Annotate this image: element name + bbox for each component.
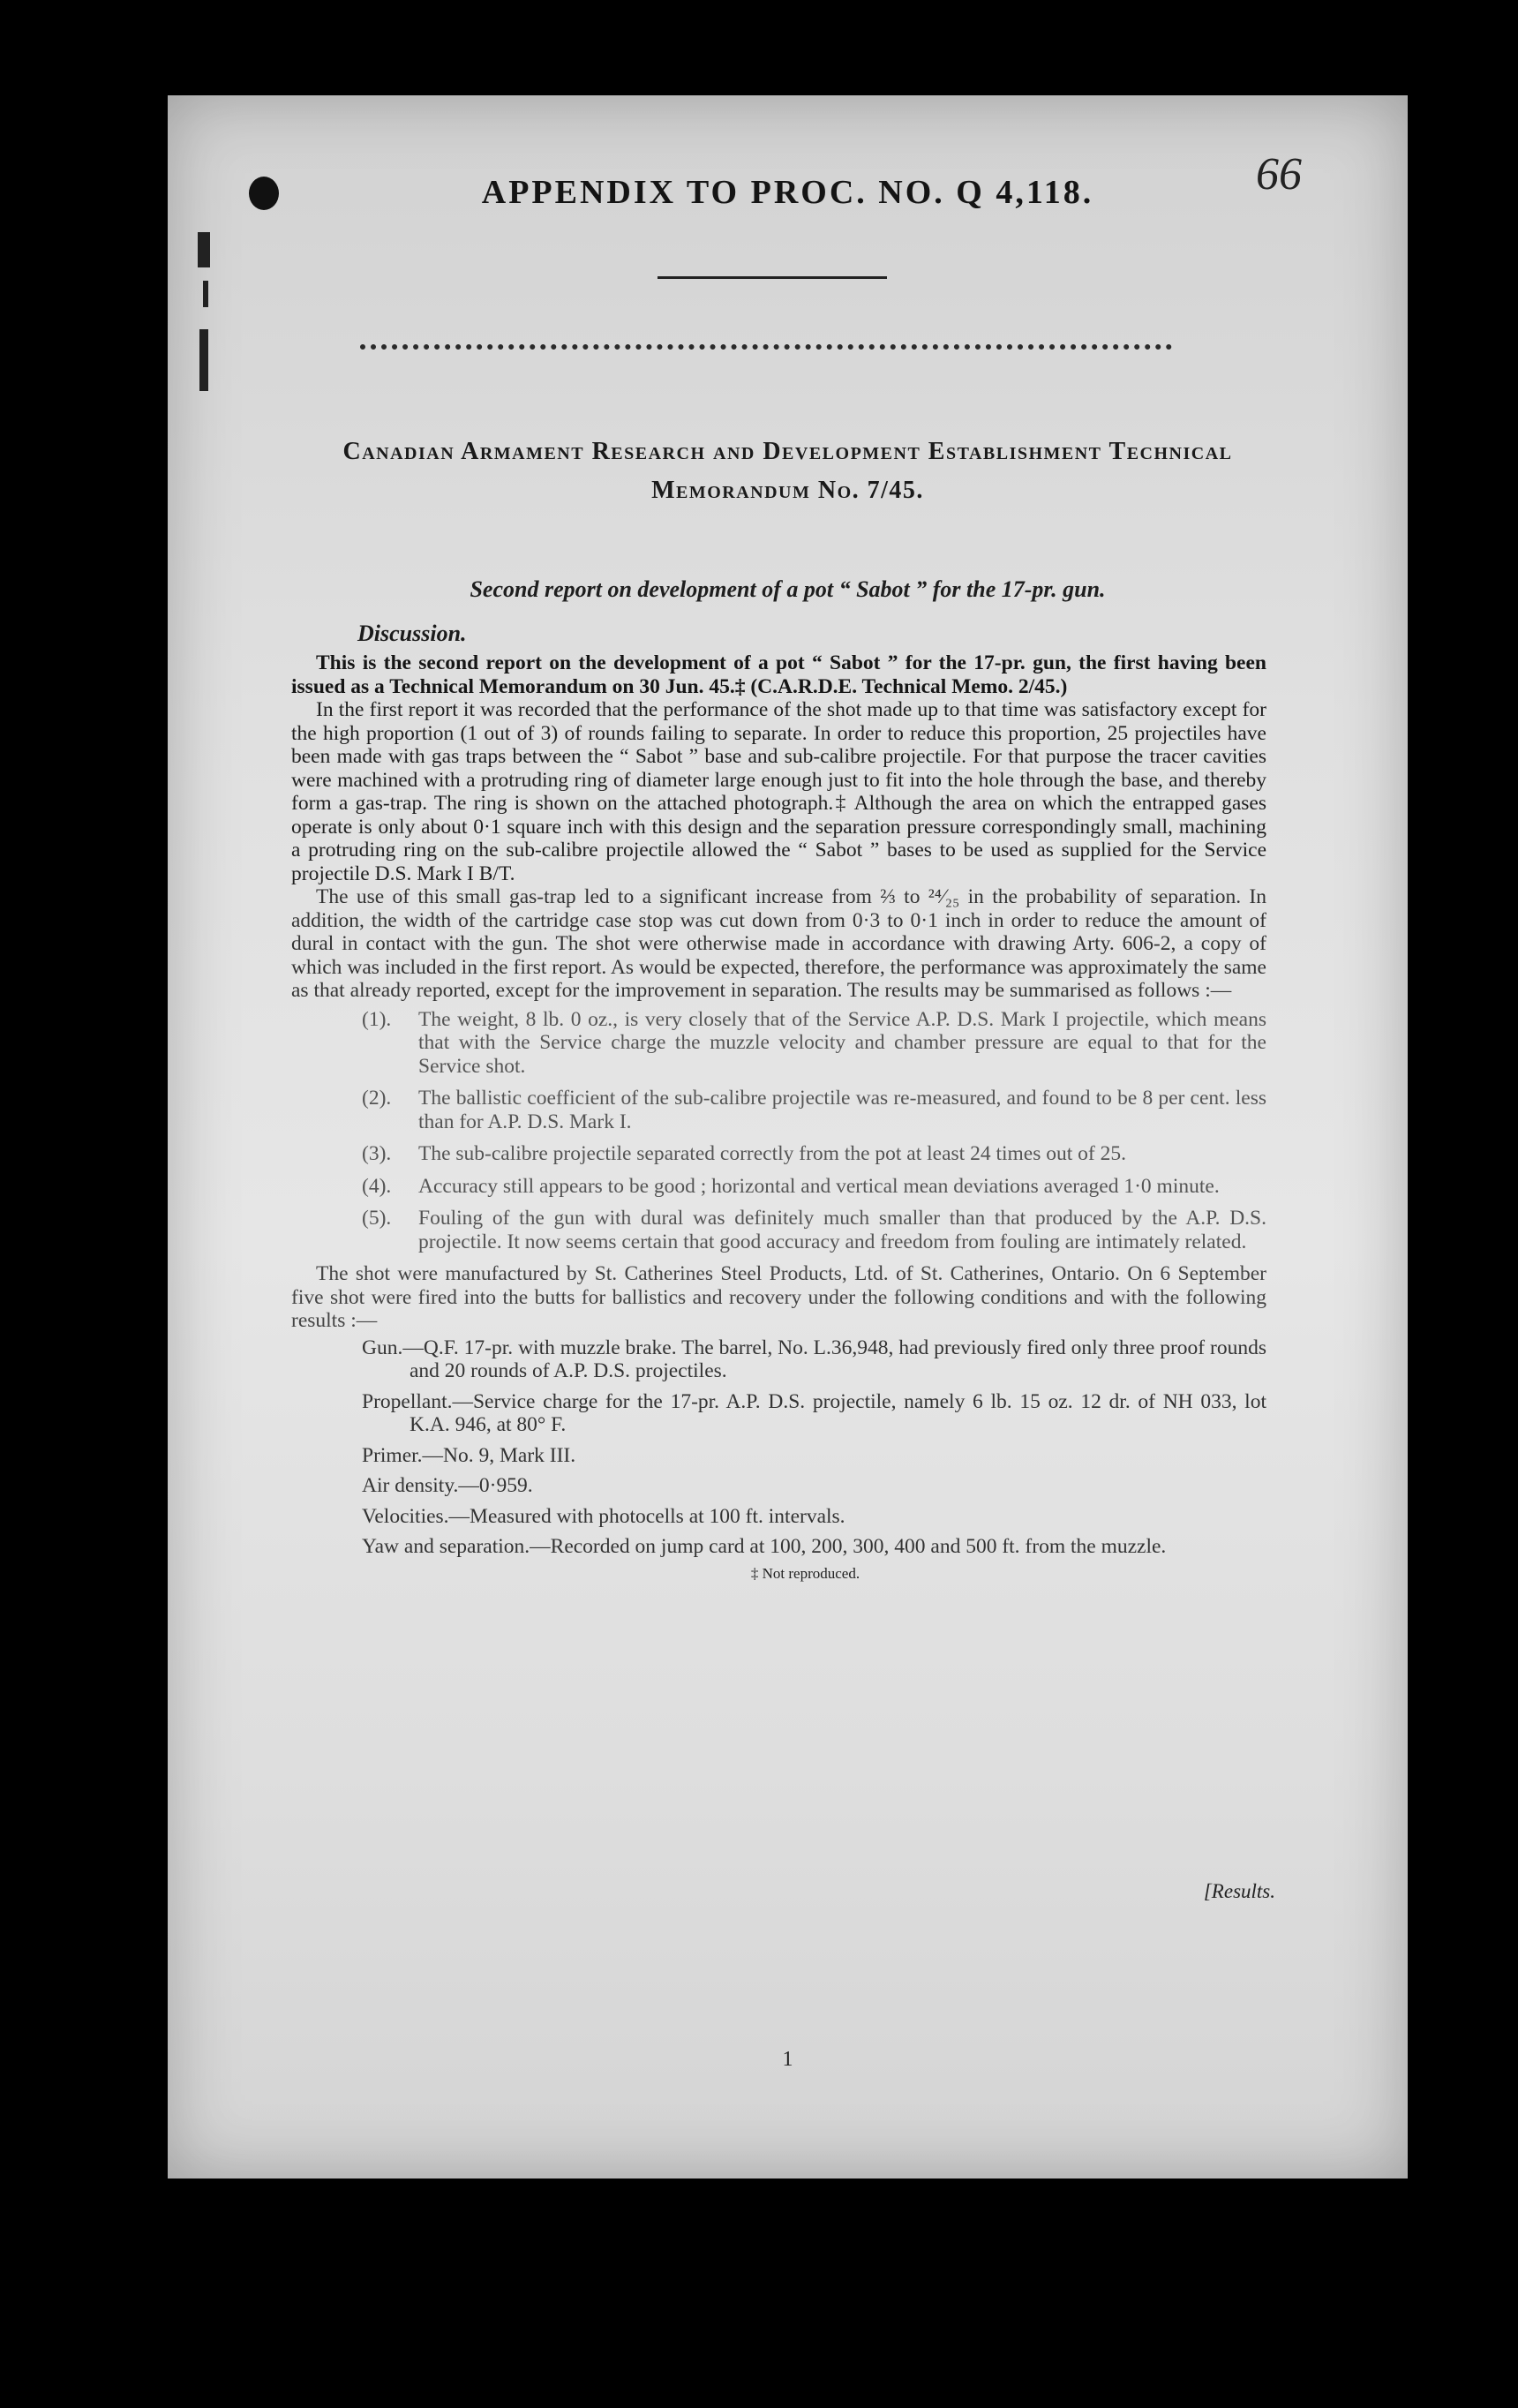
list-item — [362, 1142, 1266, 1166]
test-conditions — [362, 1336, 1266, 1559]
paragraph: The shot were manufactured by St. Catherines Steel Products, Ltd. of St. Catherines, Ontario. On 6 September five shot were fired into the butts for ballistics and recovery under the following conditions and with the following results :— — [291, 1262, 1266, 1332]
document-body — [291, 651, 1266, 1585]
margin-mark — [203, 281, 208, 307]
paragraph: The use of this small gas-trap led to a significant increase from ⅔ to ²⁴⁄₂₅ in the probability of separation. In addition, the width of the cartridge case stop was cut down from 0·3 to 0·1 inch in order to reduce the amount of dural in contact with the gun. The shot were otherwise made in accordance with drawing Arty. 606-2, a copy of which was included in the first report. As would be expected, therefore, the performance was approximately the same as that already reported, except for the improvement in separation. The results may be summarised as follows :— — [291, 885, 1266, 1002]
paragraph: In the first report it was recorded that the performance of the shot made up to that time was satisfactory except for the high proportion (1 out of 3) of rounds failing to separate. In order to reduce this proportion, 25 projectiles have been made with gas traps between the “ Sabot ” base and sub-calibre projectile. For that purpose the tracer cavities were machined with a protruding ring of diameter large enough just to fit into the hole through the base, and thereby form a gas-trap. The ring is shown on the attached photograph.‡ Although the area on which the entrapped gases operate is only about 0·1 square inch with this design and the separation pressure correspondingly small, machining a protruding ring on the sub-calibre projectile allowed the “ Sabot ” bases to be used as supplied for the Service projectile D.S. Mark I B/T. — [291, 698, 1266, 885]
item-number: (1). — [362, 1007, 392, 1031]
item-text: The sub-calibre projectile separated correctly from the pot at least 24 times out of 25. — [418, 1142, 1126, 1165]
dotted-divider — [360, 344, 1172, 350]
header-rule — [658, 276, 887, 279]
memo-title-line2: Memorandum No. 7/45. — [651, 477, 924, 504]
list-item — [362, 1175, 1266, 1199]
margin-mark — [198, 232, 210, 267]
discussion-heading: Discussion. — [357, 621, 467, 646]
item-text: Accuracy still appears to be good ; horizontal and vertical mean deviations averaged 1·0 minute. — [418, 1174, 1220, 1198]
handwritten-page-number: 66 — [1256, 149, 1302, 199]
item-number: (4). — [362, 1174, 392, 1198]
item-text: Fouling of the gun with dural was definitely much smaller than that produced by the A.P. D.S. projectile. It now seems certain that good accuracy and freedom from fouling are intimately related. — [418, 1207, 1266, 1253]
condition-yaw: Yaw and separation.—Recorded on jump card at 100, 200, 300, 400 and 500 ft. from the muzzle. — [362, 1535, 1167, 1558]
item-text: The weight, 8 lb. 0 oz., is very closely that of the Service A.P. D.S. Mark I projectile, which means that with the Service charge the muzzle velocity and chamber pressure are equal to that for the Service shot. — [418, 1007, 1266, 1078]
item-number: (2). — [362, 1087, 392, 1110]
appendix-header: APPENDIX TO PROC. NO. Q 4,118. — [481, 174, 1094, 211]
item-text: The ballistic coefficient of the sub-calibre projectile was re-measured, and found to be 8 per cent. less than for A.P. D.S. Mark I. — [418, 1087, 1266, 1133]
catchword: [Results. — [1203, 1880, 1275, 1902]
condition-gun: Gun.—Q.F. 17-pr. with muzzle brake. The barrel, No. L.36,948, had previously fired only three proof rounds and 20 rounds of A.P. D.S. projectiles. — [362, 1336, 1266, 1382]
list-item — [362, 1008, 1266, 1079]
page-number: 1 — [782, 2048, 793, 2071]
report-subtitle: Second report on development of a pot “ Sabot ” for the 17-pr. gun. — [470, 576, 1106, 602]
memo-title-line1: Canadian Armament Research and Development Establishment Technical — [342, 438, 1233, 465]
footnote: ‡ Not reproduced. — [750, 1564, 860, 1582]
document-page — [168, 95, 1408, 2178]
margin-mark — [199, 329, 208, 391]
paragraph: This is the second report on the development of a pot “ Sabot ” for the 17-pr. gun, the first having been issued as a Technical Memorandum on 30 Jun. 45.‡ (C.A.R.D.E. Technical Memo. 2/45.) — [291, 651, 1266, 698]
condition-propellant: Propellant.—Service charge for the 17-pr. A.P. D.S. projectile, namely 6 lb. 15 oz. 12 dr. of NH 033, lot K.A. 946, at 80° F. — [362, 1389, 1266, 1436]
list-item — [362, 1207, 1266, 1253]
list-item — [362, 1087, 1266, 1133]
condition-primer: Primer.—No. 9, Mark III. — [362, 1443, 576, 1467]
results-list — [362, 1008, 1266, 1254]
item-number: (5). — [362, 1207, 392, 1230]
condition-air-density: Air density.—0·959. — [362, 1474, 533, 1497]
item-number: (3). — [362, 1142, 392, 1165]
condition-velocities: Velocities.—Measured with photocells at 100 ft. intervals. — [362, 1504, 845, 1528]
